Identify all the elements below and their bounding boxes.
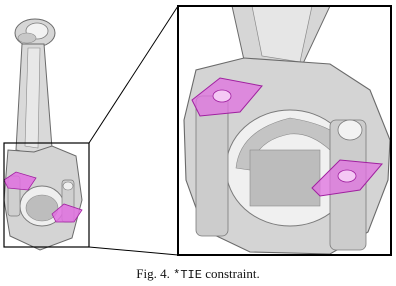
caption-keyword: *TIE bbox=[173, 268, 202, 282]
figure-caption bbox=[0, 266, 396, 282]
connecting-rod-zoom-view bbox=[178, 6, 391, 255]
connecting-rod-full-view bbox=[4, 19, 82, 250]
caption-suffix: constraint. bbox=[205, 266, 260, 281]
zoom-connector-bottom bbox=[89, 247, 178, 255]
caption-prefix: Fig. 4. bbox=[136, 266, 170, 281]
zoom-connector-top bbox=[89, 6, 178, 143]
